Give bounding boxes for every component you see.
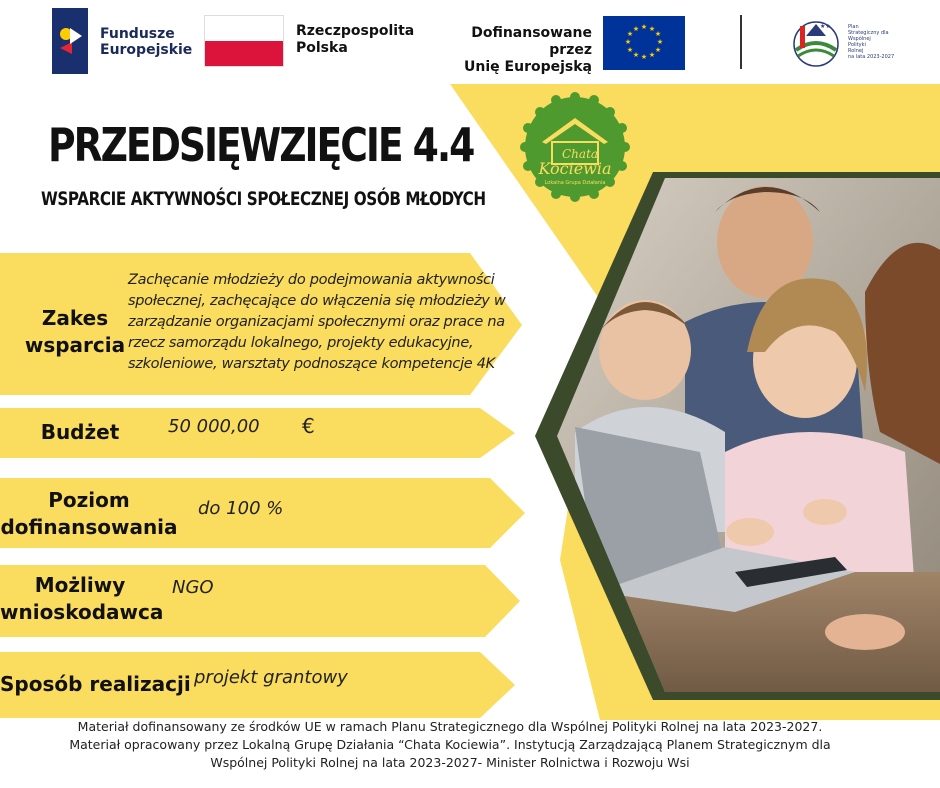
zakres-label [10,305,140,359]
ps-line-2: Strategiczny dla [848,30,889,36]
wnioskodawca-label-line-2: wnioskodawca [0,600,164,624]
svg-text:★: ★ [626,30,634,38]
page-title: PRZEDSIĘWZIĘCIE 4.4 [48,118,474,172]
poziom-label-line-2: dofinansowania [0,515,178,539]
sposob-label: Sposób realizacji [0,672,191,696]
fundusze-europejskie-label [100,26,192,58]
ps-line-4: Polityki [848,42,866,48]
badge-line-3: Lokalna Grupa Działania [544,180,606,186]
footer-disclaimer [60,718,840,772]
svg-text:★: ★ [640,23,648,31]
zakres-label-line-2: wsparcia [24,333,126,357]
ps-line-5: Rolnej [848,48,864,54]
eu-line-1: Dofinansowane przez [471,25,592,58]
ps-line-3: Wspólnej [848,36,871,42]
svg-text:★: ★ [654,46,662,54]
logo-bar [0,0,940,84]
svg-text:★: ★ [648,25,656,33]
svg-text:★: ★ [626,46,634,54]
zakres-label-line-1: Zakes [41,306,109,330]
poziom-value: do 100 % [198,498,284,519]
page-subtitle: WSPARCIE AKTYWNOŚCI SPOŁECZNEJ OSÓB MŁODYCH [41,188,486,210]
svg-text:★: ★ [624,38,632,46]
plan-strategiczny-label [848,24,908,60]
svg-text:★: ★ [632,25,640,33]
wnioskodawca-value: NGO [172,577,214,598]
svg-text:★: ★ [656,38,664,46]
polish-flag-icon [204,15,284,67]
ps-line-1: Plan [848,24,859,30]
zakres-description: Zachęcanie młodzieży do podejmowania aktywności społecznej, zachęcające do włączenia się młodzieży w zarządzanie organizacjami społecznymi oraz prace na rzecz samorządu lokalnego, projekty edukacyjne, szkoleniowe, warsztaty podnoszące kompetencje 4K [128,272,506,372]
header-separator [740,15,742,69]
rzeczpospolita-label [296,23,414,57]
wnioskodawca-label [0,572,164,626]
budzet-value: 50 000,00 [168,416,260,437]
svg-text:★: ★ [648,51,656,59]
svg-text:★: ★ [640,53,648,61]
eu-line-2: Unię Europejską [464,59,592,75]
poziom-label-line-1: Poziom [48,488,130,512]
sposob-value: projekt grantowy [194,667,348,688]
euro-symbol: € [302,414,315,438]
svg-text:★: ★ [632,51,640,59]
pl-line-2: Polska [296,40,348,56]
eu-funding-label [436,25,592,76]
poziom-label [0,487,178,541]
ps-line-6: na lata 2023-2027 [848,54,895,60]
fe-line-2: Europejskie [100,42,193,58]
footer-line-1: Materiał dofinansowany ze środków UE w ramach Planu Strategicznego dla Wspólnej Polityki Rolnej na lata 2023-2027. [77,719,823,734]
fundusze-europejskie-icon [52,8,88,74]
family-laptop-photo [535,172,940,700]
svg-text:★: ★ [654,30,662,38]
footer-line-2: Materiał opracowany przez Lokalną Grupę Działania “Chata Kociewia”. Instytucją Zarządzającą Planem Strategicznym dla [69,737,831,752]
budzet-label: Budżet [40,420,120,444]
pl-line-1: Rzeczpospolita [296,23,415,39]
fe-line-1: Fundusze [100,26,175,42]
eu-flag-icon [603,16,685,70]
wnioskodawca-label-line-1: Możliwy [34,573,126,597]
footer-line-3: Wspólnej Polityki Rolnej na lata 2023-2027- Minister Rolnictwa i Rozwoju Wsi [210,755,690,770]
plan-strategiczny-icon [786,14,846,70]
svg-text:★★: ★★ [820,23,831,30]
badge-line-1: Chata [562,147,599,161]
badge-line-2: Kociewia [538,159,612,178]
